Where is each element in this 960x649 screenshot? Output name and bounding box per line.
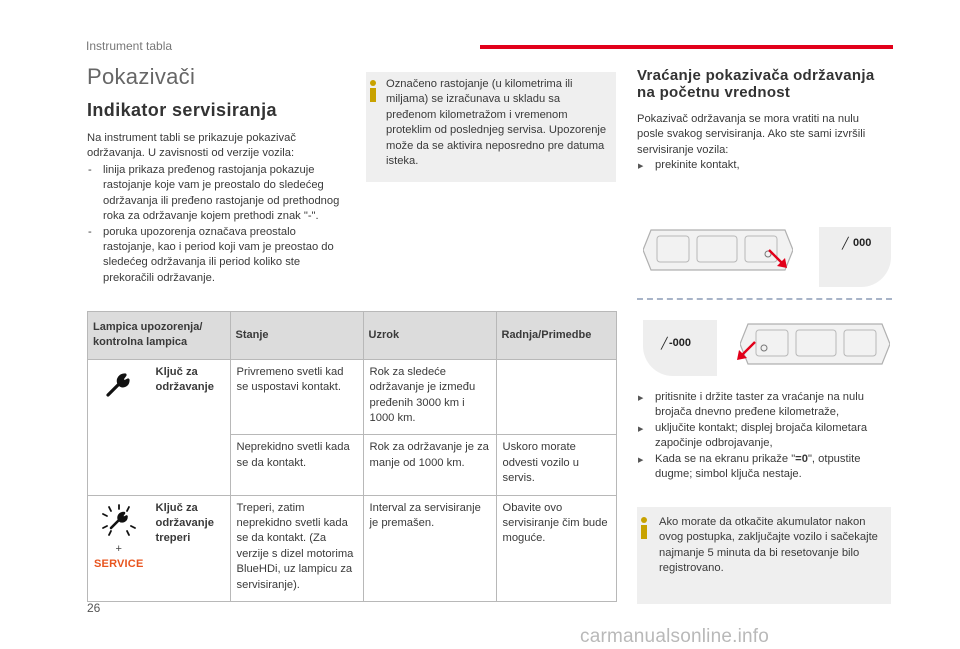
col-header-cause: Uzrok bbox=[363, 312, 496, 360]
cause-cell: Rok za sledeće održavanje je između pređenih 3000 km i 1000 km. bbox=[363, 359, 496, 435]
section-header: Instrument tabla bbox=[86, 39, 173, 53]
list-item: ▶ prekinite kontakt, bbox=[637, 158, 887, 173]
table-header-row bbox=[88, 312, 617, 360]
lamp-name: Ključ za održavanje treperi bbox=[150, 495, 231, 601]
list-item: - poruka upozorenja označava preostalo rastojanje, kao i period koji vam je preostao do sledećeg održavanja ili period koliko ste prekoračili održavanje. bbox=[87, 225, 349, 287]
action-cell bbox=[496, 359, 617, 435]
odometer-display-top bbox=[819, 227, 891, 287]
list-item: ▶ uključite kontakt; displej brojača kilometara započinje odbrojavanje, bbox=[637, 421, 897, 452]
list-item: - linija prikaza pređenog rastojanja pokazuje rastojanje koje vam je preostalo do sledećeg održavanja ili pređeno rastojanje od prethodnog roka za održavanje kojem prethodi znak "-". bbox=[87, 163, 349, 225]
list-item: ▶ Kada se na ekranu prikaže "=0", otpustite dugme; simbol ključa nestaje. bbox=[637, 452, 897, 483]
wrench-icon: ╱ bbox=[661, 338, 668, 350]
table-row bbox=[88, 359, 617, 435]
info-text: Ako morate da otkačite akumulator nakon ovog postupka, zaključajte vozilo i sačekajte najmanje 5 minuta da bi resetovanje bilo registrovano. bbox=[659, 516, 878, 575]
page-number: 26 bbox=[87, 601, 101, 615]
wrench-icon-cell bbox=[88, 359, 150, 495]
watermark: carmanualsonline.info bbox=[580, 626, 770, 647]
info-icon bbox=[370, 80, 377, 102]
info-box-distance bbox=[366, 72, 616, 182]
action-cell: Obavite ovo servisiranje čim bude moguće. bbox=[496, 495, 617, 601]
service-badge: SERVICE bbox=[94, 558, 144, 571]
intro-list bbox=[87, 163, 349, 286]
reset-paragraph bbox=[637, 112, 887, 174]
wrench-icon bbox=[105, 372, 133, 398]
lamp-name: Ključ za održavanje bbox=[150, 359, 231, 495]
odometer-display-bottom bbox=[643, 320, 717, 376]
col-header-state: Stanje bbox=[230, 312, 363, 360]
table-row bbox=[88, 495, 617, 601]
page-title: Pokazivači bbox=[87, 64, 196, 89]
header-accent-bar bbox=[480, 45, 893, 49]
red-arrow-icon bbox=[765, 246, 791, 272]
col-header-lamp: Lampica upozorenja/ kontrolna lampica bbox=[88, 312, 231, 360]
info-text: Označeno rastojanje (u kilometrima ili miljama) se izračunava u skladu sa pređenom kilometražom i vremenom proteklim od poslednjeg servisa. Upozorenje može da se aktivira neposredno pre datuma isteka. bbox=[386, 78, 607, 168]
instrument-panel-illustration bbox=[740, 320, 890, 368]
intro-paragraph: Na instrument tabli se prikazuje pokazivač održavanja. U zavisnosti od verzije vozila: bbox=[87, 132, 296, 160]
service-indicator-table bbox=[87, 311, 617, 602]
reset-steps bbox=[637, 390, 897, 482]
wrench-icon: ╱ bbox=[842, 238, 849, 250]
section-title: Indikator servisiranja bbox=[87, 100, 277, 120]
state-cell: Privremeno svetli kad se uspostavi kontakt. bbox=[230, 359, 363, 435]
red-arrow-icon bbox=[733, 338, 759, 364]
odometer-value: -000 bbox=[669, 337, 692, 349]
cause-cell: Rok za održavanje je za manje od 1000 km. bbox=[363, 435, 496, 495]
dashed-divider bbox=[637, 298, 892, 300]
list-item: ▶ pritisnite i držite taster za vraćanje na nulu brojača dnevno pređene kilometraže, bbox=[637, 390, 897, 421]
state-cell: Neprekidno svetli kada se da kontakt. bbox=[230, 435, 363, 495]
flashing-wrench-icon bbox=[99, 504, 139, 538]
action-cell: Uskoro morate odvesti vozilo u servis. bbox=[496, 435, 617, 495]
plus-sign: + bbox=[115, 543, 122, 556]
reset-intro: Pokazivač održavanja se mora vratiti na nulu posle svakog servisiranja. Ako ste sami izvršili servisiranje vozila: bbox=[637, 113, 866, 156]
col-header-action: Radnja/Primedbe bbox=[496, 312, 617, 360]
flashing-wrench-icon-cell bbox=[88, 495, 150, 601]
odometer-value: 000 bbox=[853, 237, 872, 249]
reset-step-list bbox=[637, 158, 887, 173]
cause-cell: Interval za servisiranje je premašen. bbox=[363, 495, 496, 601]
info-icon bbox=[641, 517, 648, 539]
state-cell: Treperi, zatim neprekidno svetli kada se da kontakt. (Za verzije s dizel motorima BlueHDi, uz lampicu za servisiranje). bbox=[230, 495, 363, 601]
reset-heading: Vraćanje pokazivača održavanja na početnu vrednost bbox=[637, 67, 875, 101]
info-box-battery bbox=[637, 507, 891, 604]
